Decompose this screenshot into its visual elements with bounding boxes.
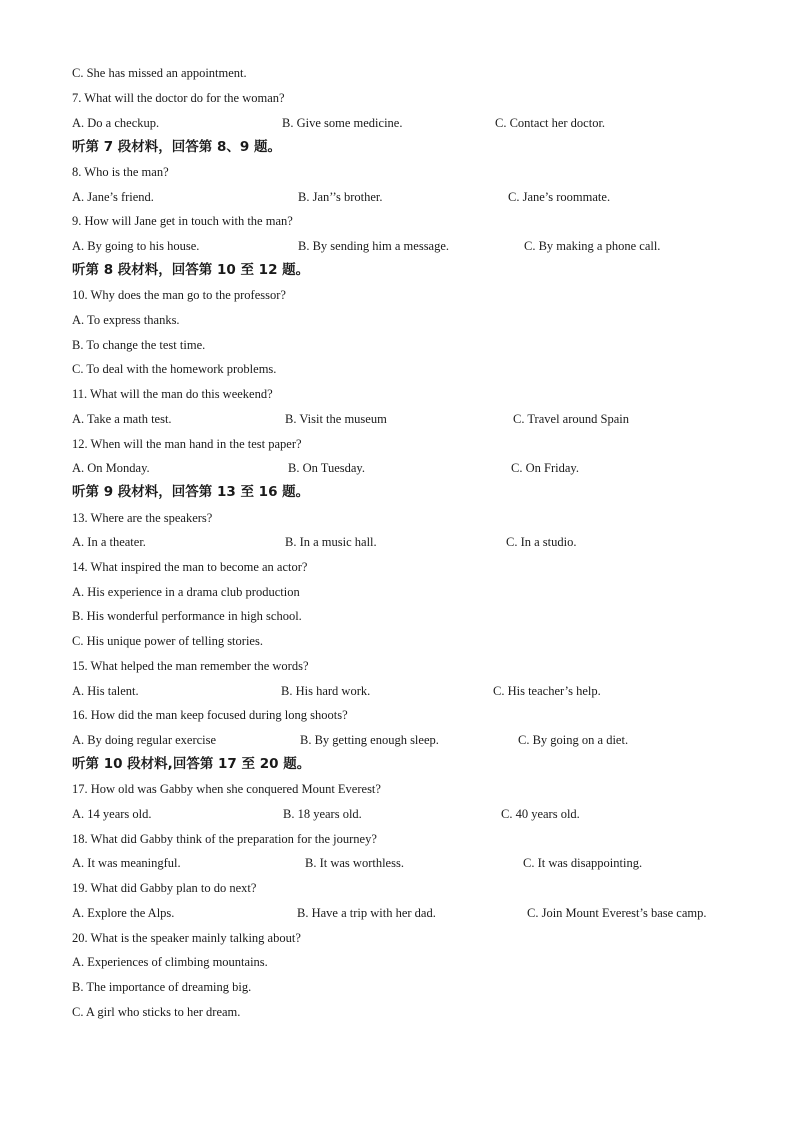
q17-stem: 17. How old was Gabby when she conquered Mount Everest? — [72, 782, 381, 796]
q19-option-c: C. Join Mount Everest’s base camp. — [527, 906, 707, 920]
q13-option-c: C. In a studio. — [506, 535, 577, 549]
q16-option-c: C. By going on a diet. — [518, 733, 629, 747]
q12-stem: 12. When will the man hand in the test paper? — [72, 437, 302, 451]
section-heading-7: 听第 7 段材料，回答第 8、9 题。 — [72, 139, 281, 155]
q15-stem: 15. What helped the man remember the words? — [72, 659, 309, 673]
section-heading-9: 听第 9 段材料，回答第 13 至 16 题。 — [72, 484, 310, 500]
q20-option-b: B. The importance of dreaming big. — [72, 980, 252, 994]
q9-option-c: C. By making a phone call. — [524, 239, 661, 253]
q15-option-b: B. His hard work. — [281, 684, 371, 698]
q11-option-c: C. Travel around Spain — [513, 412, 629, 426]
q13-option-b: B. In a music hall. — [285, 535, 377, 549]
q10-stem: 10. Why does the man go to the professor? — [72, 288, 286, 302]
q14-option-c: C. His unique power of telling stories. — [72, 634, 263, 648]
q9-option-b: B. By sending him a message. — [298, 239, 450, 253]
q18-option-a: A. It was meaningful. — [72, 856, 181, 870]
q7-option-c: C. Contact her doctor. — [495, 116, 606, 130]
q9-stem: 9. How will Jane get in touch with the man? — [72, 214, 293, 228]
q8-option-a: A. Jane’s friend. — [72, 190, 154, 204]
q11-option-a: A. Take a math test. — [72, 412, 172, 426]
q8-option-b: B. Jan’’s brother. — [298, 190, 383, 204]
q20-stem: 20. What is the speaker mainly talking about? — [72, 931, 301, 945]
q12-option-c: C. On Friday. — [511, 461, 579, 475]
q17-option-b: B. 18 years old. — [283, 807, 362, 821]
q13-stem: 13. Where are the speakers? — [72, 511, 213, 525]
q7-option-a: A. Do a checkup. — [72, 116, 160, 130]
q15-option-c: C. His teacher’s help. — [493, 684, 601, 698]
q14-stem: 14. What inspired the man to become an actor? — [72, 560, 308, 574]
q16-stem: 16. How did the man keep focused during long shoots? — [72, 708, 348, 722]
q6-option-c: C. She has missed an appointment. — [72, 66, 247, 80]
q18-stem: 18. What did Gabby think of the preparation for the journey? — [72, 832, 377, 846]
q11-stem: 11. What will the man do this weekend? — [72, 387, 273, 401]
q20-option-a: A. Experiences of climbing mountains. — [72, 955, 268, 969]
q16-option-a: A. By doing regular exercise — [72, 733, 217, 747]
q19-stem: 19. What did Gabby plan to do next? — [72, 881, 257, 895]
q10-option-c: C. To deal with the homework problems. — [72, 362, 277, 376]
q7-option-b: B. Give some medicine. — [282, 116, 403, 130]
q20-option-c: C. A girl who sticks to her dream. — [72, 1005, 241, 1019]
q19-option-b: B. Have a trip with her dad. — [297, 906, 436, 920]
q17-option-a: A. 14 years old. — [72, 807, 152, 821]
q10-option-b: B. To change the test time. — [72, 338, 206, 352]
q15-option-a: A. His talent. — [72, 684, 139, 698]
q18-option-c: C. It was disappointing. — [523, 856, 643, 870]
q19-option-a: A. Explore the Alps. — [72, 906, 175, 920]
q9-option-a: A. By going to his house. — [72, 239, 200, 253]
q16-option-b: B. By getting enough sleep. — [300, 733, 439, 747]
q12-option-b: B. On Tuesday. — [288, 461, 365, 475]
q13-option-a: A. In a theater. — [72, 535, 146, 549]
q7-stem: 7. What will the doctor do for the woman? — [72, 91, 285, 105]
q8-stem: 8. Who is the man? — [72, 165, 169, 179]
q10-option-a: A. To express thanks. — [72, 313, 180, 327]
section-heading-10: 听第 10 段材料,回答第 17 至 20 题。 — [72, 756, 311, 772]
section-heading-8: 听第 8 段材料，回答第 10 至 12 题。 — [72, 262, 310, 278]
q8-option-c: C. Jane’s roommate. — [508, 190, 611, 204]
q17-option-c: C. 40 years old. — [501, 807, 580, 821]
q12-option-a: A. On Monday. — [72, 461, 150, 475]
q18-option-b: B. It was worthless. — [305, 856, 404, 870]
q14-option-a: A. His experience in a drama club production — [72, 585, 300, 599]
q11-option-b: B. Visit the museum — [285, 412, 387, 426]
q14-option-b: B. His wonderful performance in high school. — [72, 609, 302, 623]
